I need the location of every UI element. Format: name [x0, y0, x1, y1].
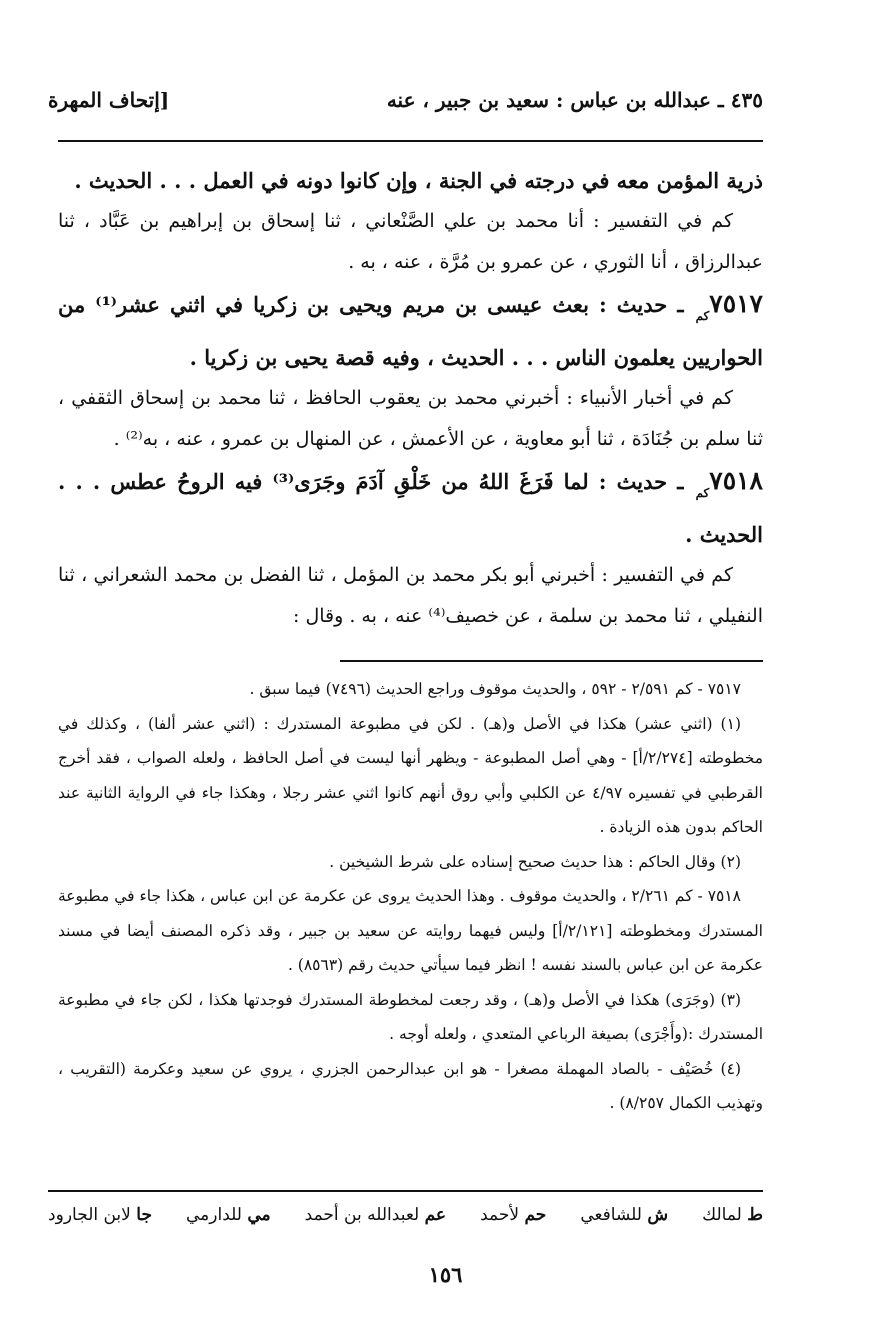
footnote-7518: ٧٥١٨ - كم ٢/٢٦١ ، والحديث موقوف . وهذا الحديث يروى عن عكرمة عن ابن عباس ، هكذا جاء في مطبوعة المستدرك ومخطوطته [٢/١٢١/أ] وليس فيهما روايته عن سعيد بن جبير ، وقد ذكره المصنف أيضا في مسند عكرمة عن ابن عباس بالسند نفسه ! انظر فيما سيأتي حديث رقم (٨٥٦٣) . — [58, 887, 763, 974]
hadith-text: ـ حديث : بعث عيسى بن مريم ويحيى بن زكريا في اثني عشر⁽¹⁾ من الحواريين يعلمون الناس . . . الحديث ، وفيه قصة يحيى بن زكريا . — [58, 292, 763, 370]
page-number: ١٥٦ — [428, 1262, 463, 1287]
footnote-4: (٤) خُصَيْف - بالصاد المهملة مصغرا - هو ابن عبدالرحمن الجزري ، يروي عن سعيد وعكرمة (التقريب ، وتهذيب الكمال ٨/٢٥٧) . — [58, 1059, 763, 1112]
abbreviations-rule — [48, 1190, 763, 1192]
hadith-number: ٧٥١٧ — [709, 289, 763, 318]
footnote-rule — [340, 660, 763, 662]
header-rule — [58, 140, 763, 142]
footnote-2: (٢) وقال الحاكم : هذا حديث صحيح إسناده على شرط الشيخين . — [329, 852, 741, 871]
isnad-paragraph: كم في أخبار الأنبياء : أخبرني محمد بن يعقوب الحافظ ، ثنا محمد بن إسحاق الثقفي ، ثنا سلم بن جُنَادَة ، ثنا أبو معاوية ، عن الأعمش ، عن المنهال بن عمرو ، عنه ، به⁽²⁾ . — [58, 387, 763, 450]
hadith-continuation: ذرية المؤمن معه في درجته في الجنة ، وإن كانوا دونه في العمل . . . الحديث . — [74, 168, 763, 193]
abbrev-item: عم لعبدالله بن أحمد — [304, 1205, 447, 1225]
abbrev-item: ط لمالك — [702, 1205, 763, 1225]
abbrev-item: حم لأحمد — [480, 1205, 547, 1225]
hadith-number: ٧٥١٨ — [709, 466, 763, 495]
abbrev-item: ش للشافعي — [580, 1205, 669, 1225]
abbrev-item: جا لابن الجارود — [48, 1205, 152, 1225]
footnote-3: (٣) (وجَرَى) هكذا في الأصل و(هـ) ، وقد رجعت لمخطوطة المستدرك فوجدتها هكذا ، لكن جاء في مطبوعة المستدرك :(وأَجْرَى) بصيغة الرباعي المتعدي ، ولعله أوجه . — [58, 990, 763, 1043]
abbrev-item: مي للدارمي — [186, 1205, 271, 1225]
source-siglum: كم — [695, 486, 710, 500]
abbreviations-key — [48, 1205, 763, 1225]
header-section-title: ٤٣٥ ـ عبدالله بن عباس : سعيد بن جبير ، عنه — [386, 88, 763, 112]
hadith-text: ـ حديث : لما فَرَغَ اللهُ من خَلْقِ آدَمَ وجَرَى⁽³⁾ فيه الروحُ عطس . . . الحديث . — [58, 469, 763, 547]
running-header — [48, 88, 763, 112]
header-book-title: [إتحاف المهرة — [48, 88, 170, 112]
hadith-7517 — [58, 283, 763, 378]
main-text — [58, 160, 763, 637]
footnote-1: (١) (اثني عشر) هكذا في الأصل و(هـ) . لكن في مطبوعة المستدرك : (اثني عشر ألفا) ، وكذلك في مخطوطته [٢/٢٧٤/أ] - وهي أصل المطبوعة - ويظهر أنها ليست في أصل الحافظ ، ولعله الصواب ، فقد أخرج القرطبي في تفسيره ٤/٩٧ عن الكلبي وأبي روق أنهم كانوا اثني عشر رجلا ، وهكذا جاء في الرواية الثانية عند الحاكم بدون هذه الزيادة . — [58, 714, 763, 836]
hadith-7518 — [58, 460, 763, 555]
source-siglum: كم — [695, 309, 710, 323]
isnad-paragraph: كم في التفسير : أخبرني أبو بكر محمد بن المؤمل ، ثنا الفضل بن محمد الشعراني ، ثنا النفيلي ، ثنا محمد بن سلمة ، عن خصيف⁽⁴⁾ عنه ، به . وقال : — [58, 564, 763, 627]
footnotes — [58, 672, 763, 1121]
footnote-7517: ٧٥١٧ - كم ٢/٥٩١ - ٥٩٢ ، والحديث موقوف وراجع الحديث (٧٤٩٦) فيما سبق . — [249, 680, 741, 698]
isnad-paragraph: كم في التفسير : أنا محمد بن علي الصَّنْعاني ، ثنا إسحاق بن إبراهيم بن عَبَّاد ، ثنا عبدالرزاق ، أنا الثوري ، عن عمرو بن مُرَّة ، عنه ، به . — [58, 210, 763, 273]
